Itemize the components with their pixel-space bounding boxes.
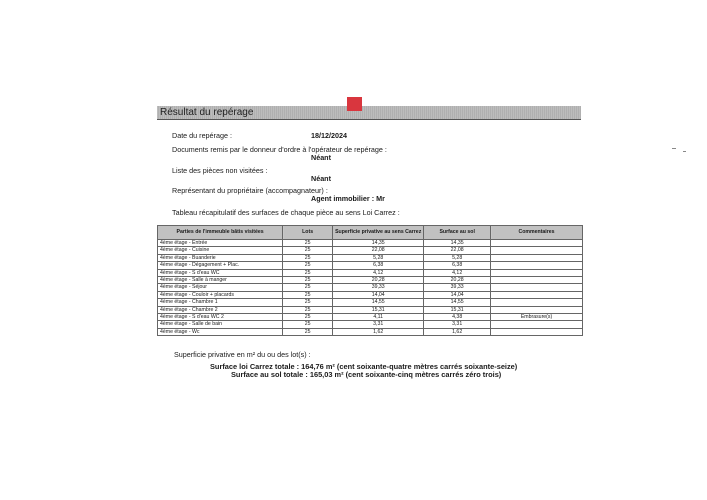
cell-partie: 4ème étage - Couloir + placards	[158, 291, 283, 298]
cell-lot: 25	[283, 284, 333, 291]
cell-commentaire	[491, 284, 583, 291]
cell-carrez: 14,04	[333, 291, 424, 298]
scan-mark	[672, 148, 676, 149]
cell-sol: 14,04	[424, 291, 491, 298]
cell-carrez: 14,35	[333, 240, 424, 247]
cell-commentaire	[491, 328, 583, 335]
cell-partie: 4ème étage - Wc	[158, 328, 283, 335]
cell-commentaire	[491, 240, 583, 247]
section-header-bar	[157, 106, 581, 120]
cell-commentaire	[491, 306, 583, 313]
date-label: Date du repérage :	[172, 131, 232, 140]
table-row	[158, 328, 583, 335]
cell-sol: 39,33	[424, 284, 491, 291]
table-header-row	[158, 226, 583, 240]
cell-carrez: 15,31	[333, 306, 424, 313]
cell-lot: 25	[283, 262, 333, 269]
cell-lot: 25	[283, 240, 333, 247]
table-row	[158, 284, 583, 291]
cell-commentaire	[491, 254, 583, 261]
cell-partie: 4ème étage - Salle de bain	[158, 321, 283, 328]
cell-sol: 4,38	[424, 314, 491, 321]
table-row	[158, 277, 583, 284]
cell-sol: 3,31	[424, 321, 491, 328]
cell-sol: 5,28	[424, 254, 491, 261]
cell-lot: 25	[283, 314, 333, 321]
cell-commentaire	[491, 269, 583, 276]
cell-lot: 25	[283, 321, 333, 328]
cell-commentaire	[491, 262, 583, 269]
cell-sol: 20,28	[424, 277, 491, 284]
cell-partie: 4ème étage - S d'eau WC 2	[158, 314, 283, 321]
cell-partie: 4ème étage - Chambre 1	[158, 299, 283, 306]
cell-lot: 25	[283, 299, 333, 306]
cell-lot: 25	[283, 306, 333, 313]
table-row	[158, 314, 583, 321]
cell-partie: 4ème étage - S d'eau WC	[158, 269, 283, 276]
tableau-label: Tableau récapitulatif des surfaces de chaque pièce au sens Loi Carrez :	[172, 208, 400, 217]
section-title: Résultat du repérage	[160, 107, 254, 118]
cell-carrez: 14,55	[333, 299, 424, 306]
header-parties: Parties de l'immeuble bâtis visitées	[158, 226, 283, 240]
cell-lot: 25	[283, 247, 333, 254]
cell-carrez: 4,11	[333, 314, 424, 321]
table-row	[158, 262, 583, 269]
representant-label: Représentant du propriétaire (accompagnateur) :	[172, 186, 328, 195]
table-row	[158, 321, 583, 328]
cell-commentaire	[491, 299, 583, 306]
red-marker	[347, 97, 362, 111]
header-commentaires: Commentaires	[491, 226, 583, 240]
representant-value: Agent immobilier : Mr	[311, 194, 385, 203]
summary-intro: Superficie privative en m² du ou des lot(s) :	[174, 350, 311, 359]
cell-sol: 1,62	[424, 328, 491, 335]
table-row	[158, 306, 583, 313]
summary-carrez: Surface loi Carrez totale : 164,76 m² (cent soixante-quatre mètres carrés soixante-seize)	[210, 362, 518, 371]
cell-sol: 22,08	[424, 247, 491, 254]
table-row	[158, 299, 583, 306]
documents-value: Néant	[311, 153, 331, 162]
cell-lot: 25	[283, 254, 333, 261]
header-sol: Surface au sol	[424, 226, 491, 240]
surfaces-table	[157, 225, 583, 336]
cell-carrez: 20,28	[333, 277, 424, 284]
cell-carrez: 5,28	[333, 254, 424, 261]
pieces-non-visitees-label: Liste des pièces non visitées :	[172, 166, 268, 175]
cell-carrez: 39,33	[333, 284, 424, 291]
pieces-non-visitees-value: Néant	[311, 174, 331, 183]
cell-carrez: 22,08	[333, 247, 424, 254]
cell-lot: 25	[283, 269, 333, 276]
cell-partie: 4ème étage - Séjour	[158, 284, 283, 291]
cell-lot: 25	[283, 328, 333, 335]
cell-carrez: 4,12	[333, 269, 424, 276]
cell-lot: 25	[283, 291, 333, 298]
cell-partie: 4ème étage - Chambre 2	[158, 306, 283, 313]
cell-partie: 4ème étage - Dégagement + Plac.	[158, 262, 283, 269]
cell-sol: 15,31	[424, 306, 491, 313]
cell-partie: 4ème étage - Entrée	[158, 240, 283, 247]
cell-carrez: 3,31	[333, 321, 424, 328]
cell-sol: 14,35	[424, 240, 491, 247]
documents-label: Documents remis par le donneur d'ordre à l'opérateur de repérage :	[172, 145, 387, 154]
cell-sol: 4,12	[424, 269, 491, 276]
cell-commentaire: Embrasure(s)	[491, 314, 583, 321]
cell-lot: 25	[283, 277, 333, 284]
cell-partie: 4ème étage - Buanderie	[158, 254, 283, 261]
cell-commentaire	[491, 277, 583, 284]
table-row	[158, 254, 583, 261]
header-carrez: Superficie privative au sens Carrez	[333, 226, 424, 240]
cell-commentaire	[491, 321, 583, 328]
table-row	[158, 240, 583, 247]
cell-carrez: 1,62	[333, 328, 424, 335]
header-lots: Lots	[283, 226, 333, 240]
cell-carrez: 6,38	[333, 262, 424, 269]
scan-mark	[683, 151, 686, 152]
cell-sol: 14,55	[424, 299, 491, 306]
cell-commentaire	[491, 291, 583, 298]
cell-partie: 4ème étage - Cuisine	[158, 247, 283, 254]
cell-commentaire	[491, 247, 583, 254]
summary-sol: Surface au sol totale : 165,03 m² (cent soixante-cinq mètres carrés zéro trois)	[231, 370, 502, 379]
cell-partie: 4ème étage - Salle à manger	[158, 277, 283, 284]
table-row	[158, 291, 583, 298]
date-value: 18/12/2024	[311, 131, 347, 140]
table-row	[158, 269, 583, 276]
table-row	[158, 247, 583, 254]
cell-sol: 6,38	[424, 262, 491, 269]
